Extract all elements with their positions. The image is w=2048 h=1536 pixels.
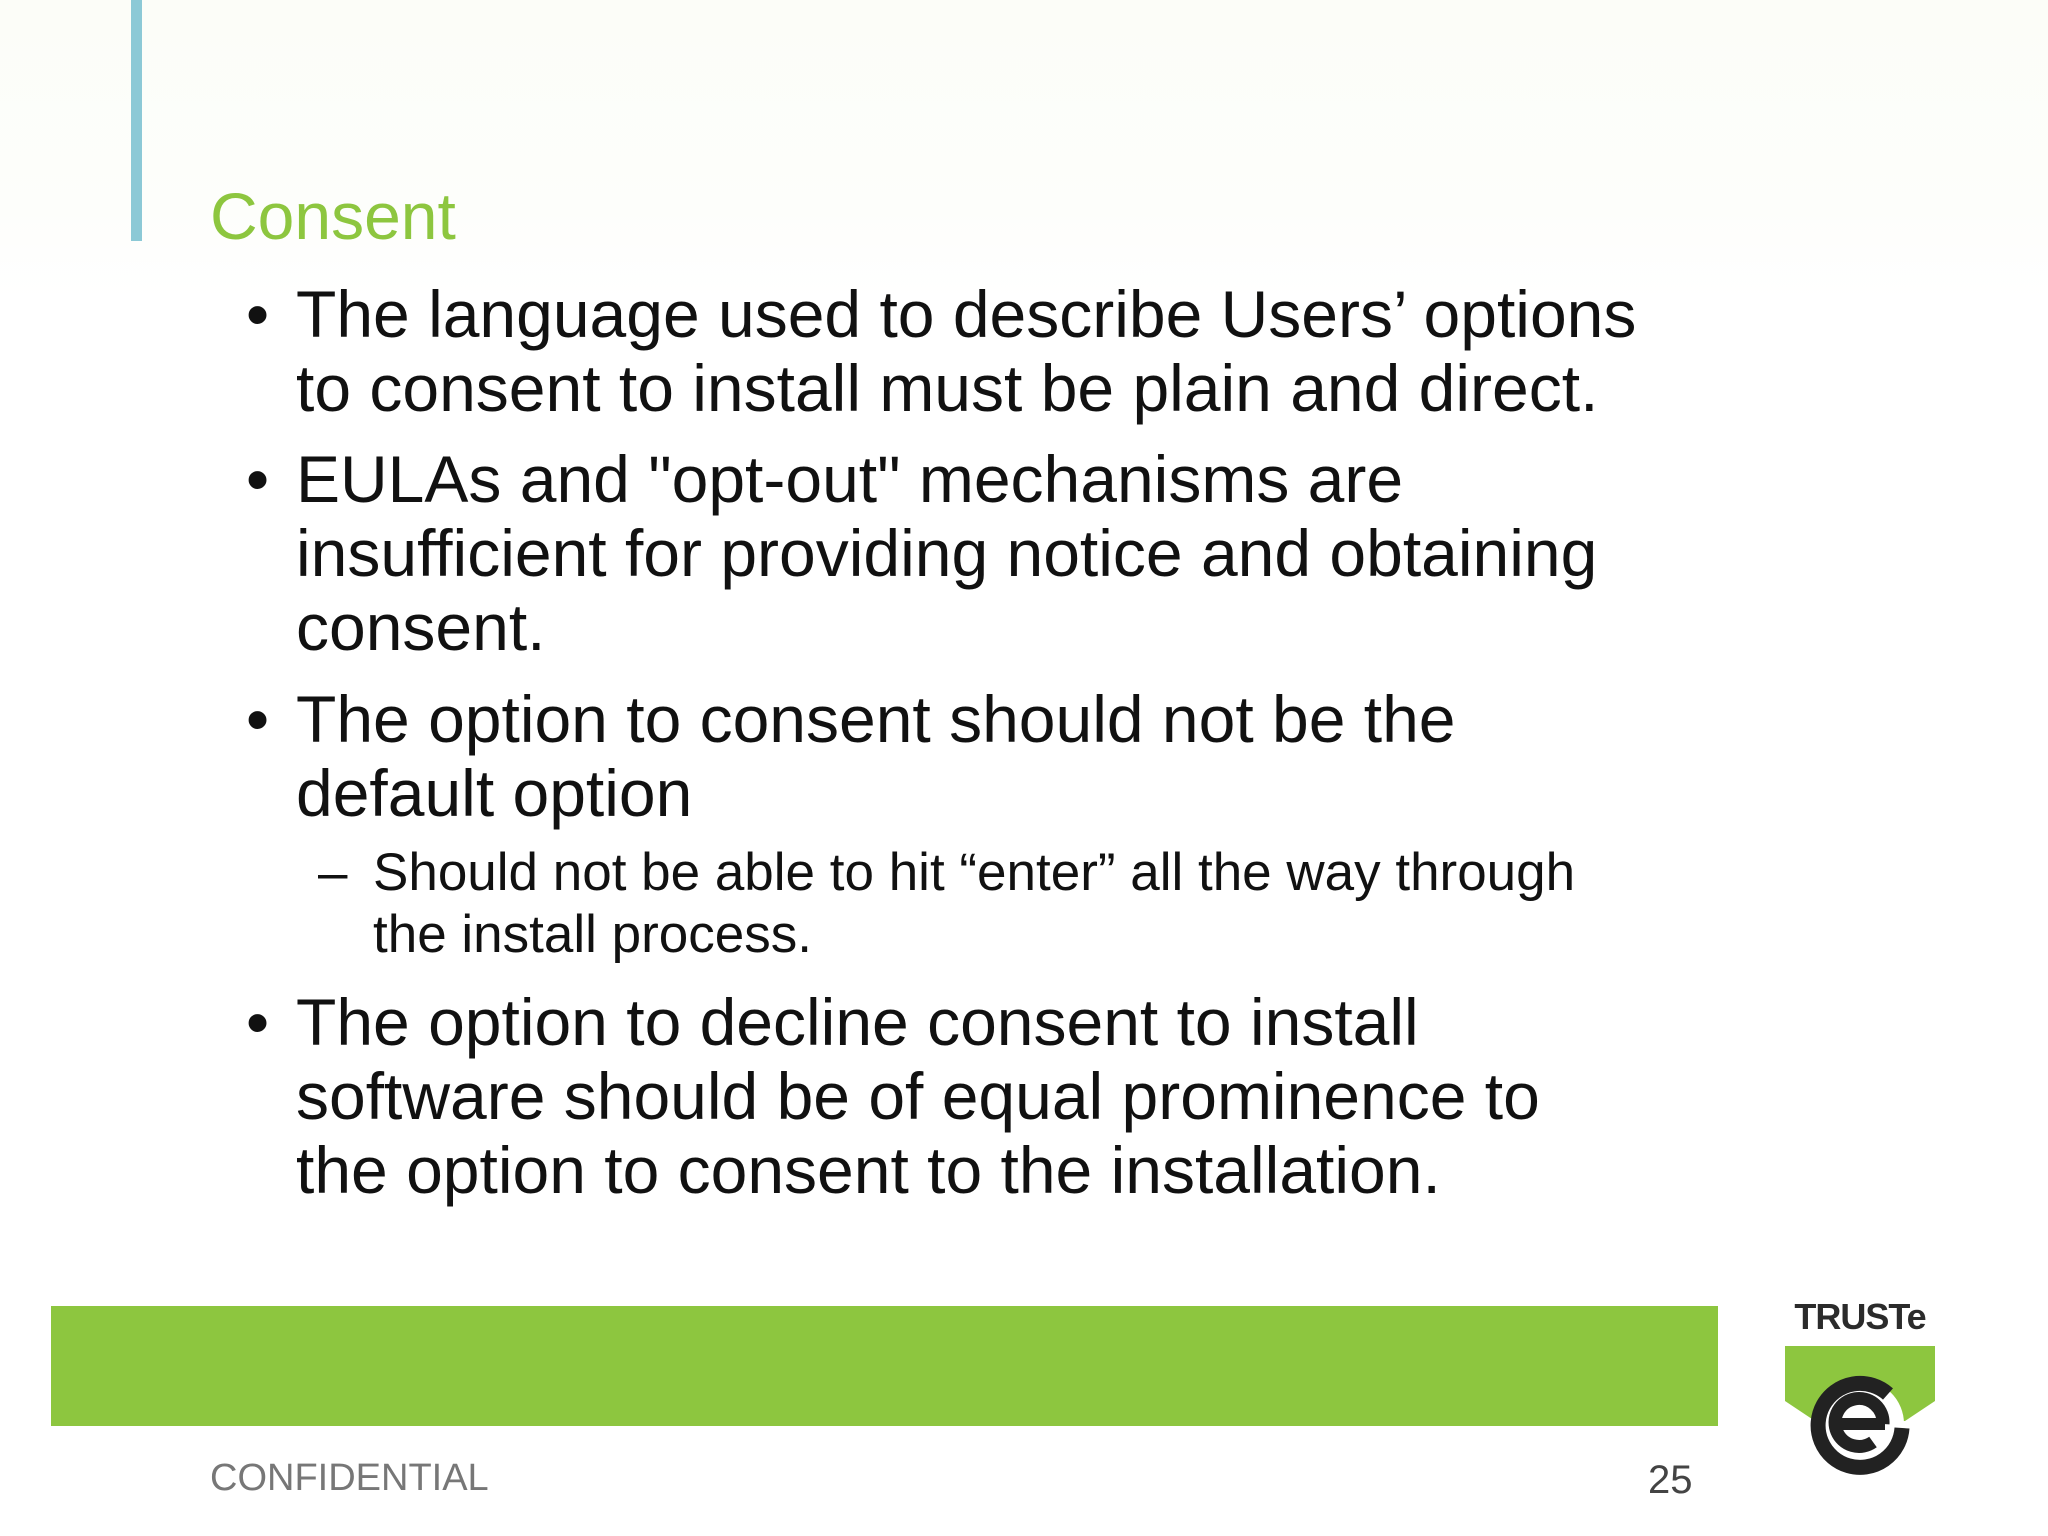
bullet-marker: • [246,682,270,756]
bullet-4-line-3: the option to consent to the installation. [296,1133,1441,1207]
bullet-2-line-1: EULAs and "opt-out" mechanisms are [296,442,1404,516]
bullet-4-line-2: software should be of equal prominence to [296,1059,1540,1133]
bullet-2-line-2: insufficient for providing notice and obtaining [296,516,1598,590]
bullet-marker: • [246,985,270,1059]
page-number: 25 [1648,1458,1693,1502]
bullet-1-line-1: The language used to describe Users’ options [296,277,1637,351]
truste-e-logo-icon [1785,1346,1935,1476]
footer-band [51,1306,1718,1426]
sub-bullet-marker: – [318,843,348,902]
bullet-marker: • [246,277,270,351]
bullet-3-line-1: The option to consent should not be the [296,682,1456,756]
bullet-4-line-1: The option to decline consent to install [296,985,1419,1059]
slide-title: Consent [210,179,456,253]
truste-logo [1780,1296,1940,1476]
bullet-2-line-3: consent. [296,590,546,664]
logo-wordmark: TRUSTe [1794,1296,1926,1337]
sub-bullet-line-2: the install process. [373,905,812,964]
bullet-3-line-2: default option [296,756,693,830]
confidential-label: CONFIDENTIAL [210,1457,489,1499]
bullet-1-line-2: to consent to install must be plain and direct. [296,351,1599,425]
sub-bullet-line-1: Should not be able to hit “enter” all the way through [373,843,1576,902]
bullet-marker: • [246,442,270,516]
